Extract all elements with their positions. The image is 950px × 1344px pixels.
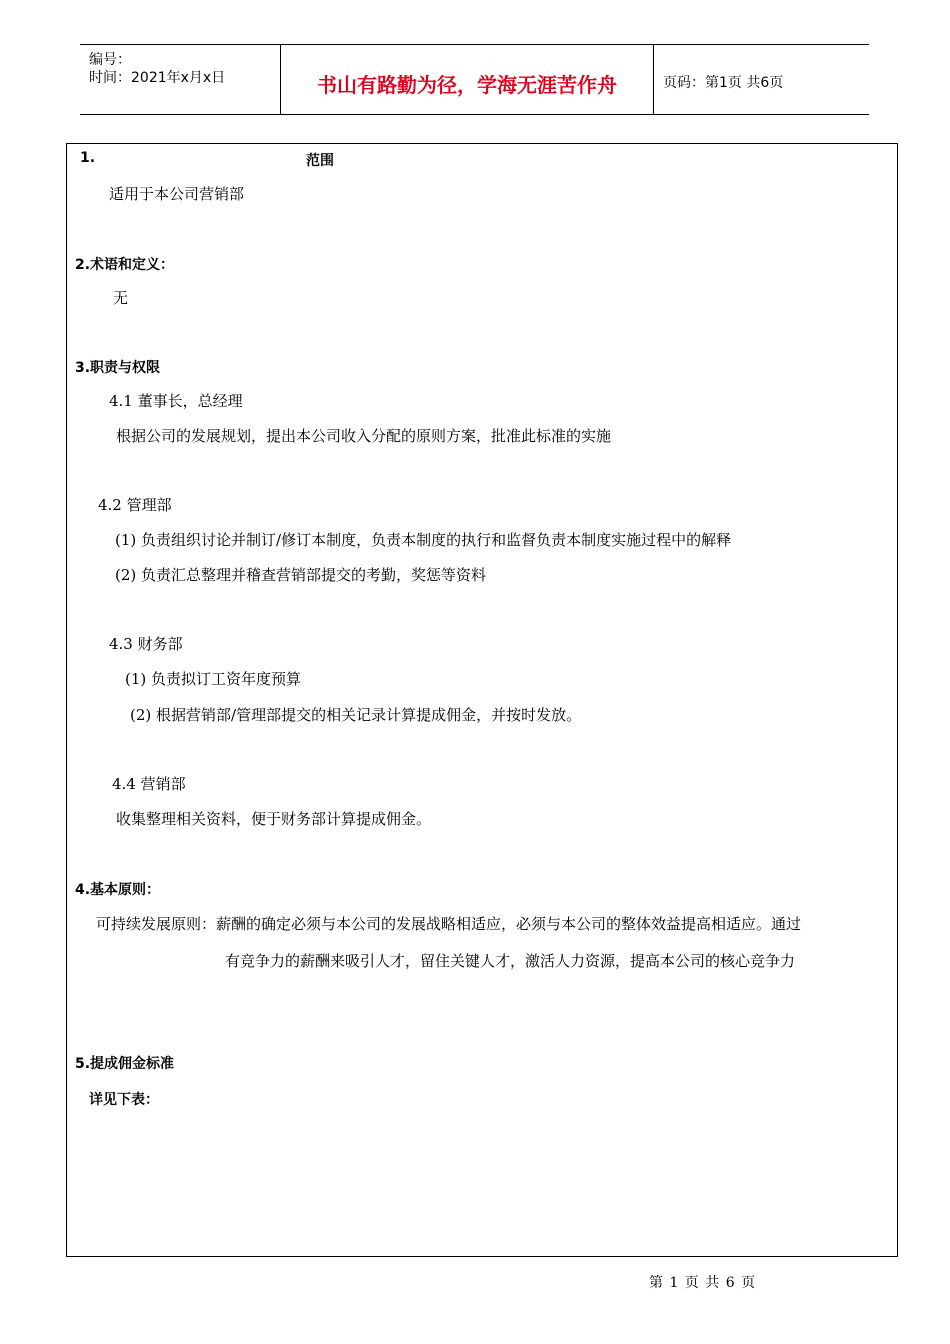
header-page-cell	[654, 45, 869, 114]
section-3-2-title: 4.2 管理部	[98, 496, 172, 514]
section-2-body: 无	[113, 289, 129, 307]
section-5-title: 5.提成佣金标准	[75, 1056, 175, 1072]
section-2-title: 2.术语和定义：	[75, 257, 175, 273]
time-label: 时间：2021年x月x日	[89, 70, 226, 86]
header-motto-cell	[281, 45, 654, 114]
section-4-title: 4.基本原则：	[75, 882, 161, 898]
section-3-4-body: 收集整理相关资料，便于财务部计算提成佣金。	[116, 810, 432, 828]
section-1-title: 范围	[306, 153, 334, 169]
section-3-title: 3.职责与权限	[75, 360, 161, 376]
section-3-3-item-1: (1) 负责拟订工资年度预算	[125, 670, 302, 688]
section-1-number: 1.	[80, 150, 96, 166]
section-4-line-1: 可持续发展原则：薪酬的确定必须与本公司的发展战略相适应，必须与本公司的整体效益提高相适应。通过	[96, 915, 802, 933]
section-3-1-body: 根据公司的发展规划，提出本公司收入分配的原则方案，批准此标准的实施	[116, 427, 612, 445]
content-frame	[66, 143, 898, 1257]
document-header	[80, 44, 869, 115]
section-3-3-item-2: (2) 根据营销部/管理部提交的相关记录计算提成佣金，并按时发放。	[130, 706, 582, 724]
section-3-2-item-1: (1) 负责组织讨论并制订/修订本制度，负责本制度的执行和监督负责本制度实施过程中的解释	[115, 531, 732, 549]
page-footer: 第 1 页 共 6 页	[649, 1275, 757, 1291]
number-label: 编号：	[89, 52, 131, 68]
page-info: 页码：第1页 共6页	[663, 75, 784, 91]
section-3-1-title: 4.1 董事长，总经理	[109, 392, 243, 410]
motto-text: 书山有路勤为径，学海无涯苦作舟	[317, 73, 617, 97]
section-3-4-title: 4.4 营销部	[112, 775, 186, 793]
section-4-line-2: 有竞争力的薪酬来吸引人才，留住关键人才，激活人力资源，提高本公司的核心竞争力	[225, 952, 796, 970]
section-3-3-title: 4.3 财务部	[109, 635, 183, 653]
section-5-subtitle: 详见下表：	[89, 1092, 159, 1108]
section-1-body: 适用于本公司营销部	[109, 185, 245, 203]
section-3-2-item-2: (2) 负责汇总整理并稽查营销部提交的考勤，奖惩等资料	[115, 566, 487, 584]
header-meta-cell	[80, 45, 281, 114]
